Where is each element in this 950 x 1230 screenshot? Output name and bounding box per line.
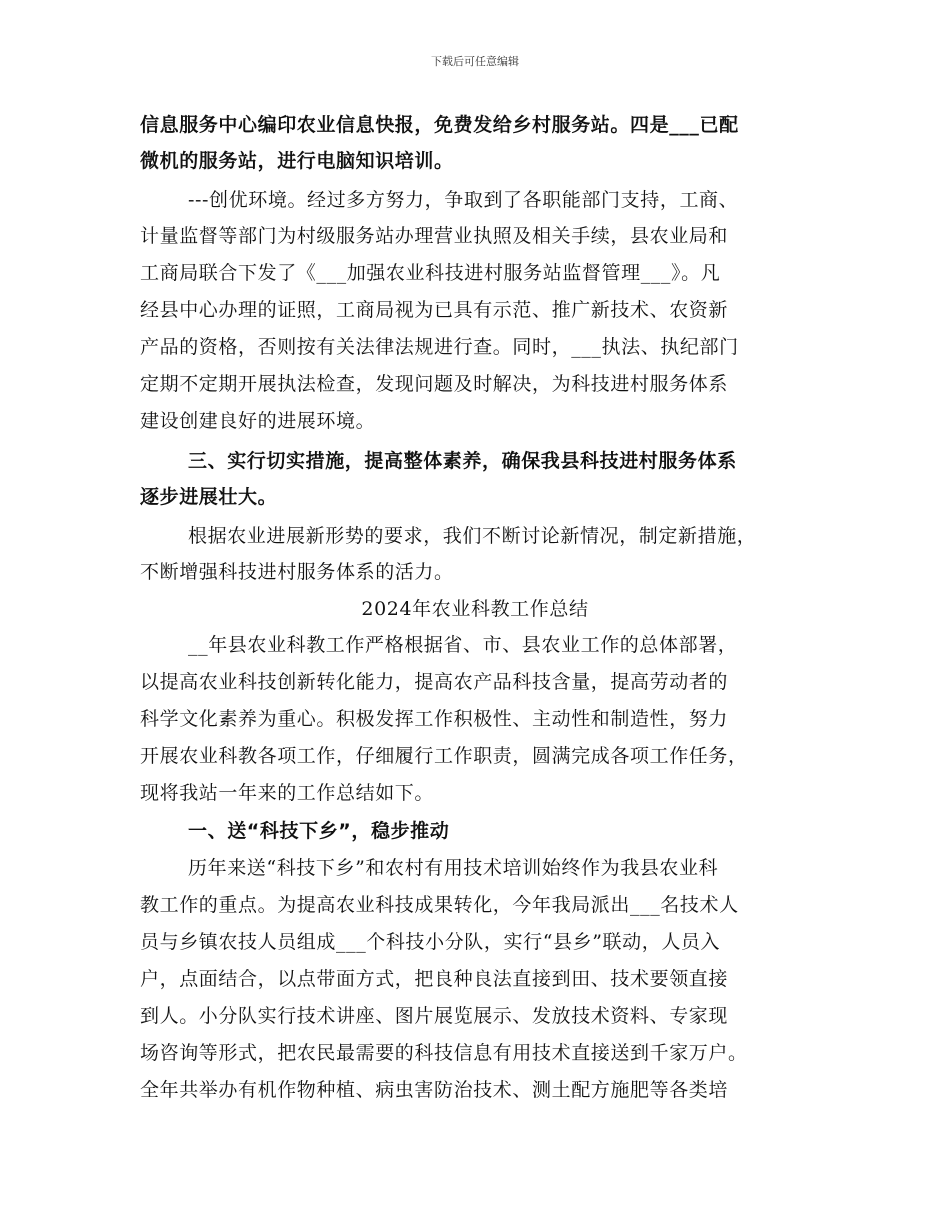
paragraph-line: 经县中心办理的证照，工商局视为已具有示范、推广新技术、农资新 bbox=[140, 299, 729, 321]
paragraph-line: 员与乡镇农技人员组成___个科技小分队，实行“县乡”联动，人员入 bbox=[140, 931, 721, 953]
page-header-note: 下载后可任意编辑 bbox=[431, 55, 519, 68]
paragraph-line: 微机的服务站，进行电脑知识培训。 bbox=[140, 150, 454, 172]
paragraph-line: 根据农业进展新形势的要求，我们不断讨论新情况，制定新措施， bbox=[188, 525, 757, 547]
paragraph-line: 全年共举办有机作物种植、病虫害防治技术、测土配方施肥等各类培 bbox=[140, 1079, 729, 1101]
paragraph-line: 以提高农业科技创新转化能力，提高农产品科技含量，提高劳动者的 bbox=[140, 671, 729, 693]
document-title: 2024年农业科教工作总结 bbox=[361, 598, 589, 620]
section-heading: 一、送“科技下乡”，稳步推动 bbox=[188, 820, 450, 842]
paragraph-line: ---创优环境。经过多方努力，争取到了各职能部门支持，工商、 bbox=[188, 189, 739, 211]
paragraph-line: 现将我站一年来的工作总结如下。 bbox=[140, 782, 435, 804]
paragraph-line: 产品的资格，否则按有关法律法规进行查。同时，___执法、执纪部门 bbox=[140, 336, 739, 358]
paragraph-line: 科学文化素养为重心。积极发挥工作积极性、主动性和制造性，努力 bbox=[140, 708, 729, 730]
paragraph-line: 不断增强科技进村服务体系的活力。 bbox=[140, 561, 454, 583]
paragraph-line: 工商局联合下发了《___加强农业科技进村服务站监督管理___》。凡 bbox=[140, 262, 721, 284]
paragraph-line: 场咨询等形式，把农民最需要的科技信息有用技术直接送到千家万户。 bbox=[140, 1042, 748, 1064]
paragraph-line: 定期不定期开展执法检查，发现问题及时解决，为科技进村服务体系 bbox=[140, 373, 729, 395]
paragraph-line: 户，点面结合，以点带面方式，把良种良法直接到田、技术要领直接 bbox=[140, 968, 729, 990]
paragraph-line: 历年来送“科技下乡”和农村有用技术培训始终作为我县农业科 bbox=[188, 857, 719, 879]
paragraph-line: 到人。小分队实行技术讲座、图片展览展示、发放技术资料、专家现 bbox=[140, 1005, 729, 1027]
paragraph-line: 建设创建良好的进展环境。 bbox=[140, 410, 376, 432]
paragraph-line: 计量监督等部门为村级服务站办理营业执照及相关手续，县农业局和 bbox=[140, 225, 729, 247]
section-heading: 三、实行切实措施，提高整体素养，确保我县科技进村服务体系 bbox=[188, 450, 737, 472]
paragraph-line: 开展农业科教各项工作，仔细履行工作职责，圆满完成各项工作任务， bbox=[140, 745, 748, 767]
paragraph-line: 信息服务中心编印农业信息快报，免费发给乡村服务站。四是___已配 bbox=[140, 114, 739, 136]
section-heading: 逐步进展壮大。 bbox=[140, 486, 278, 508]
paragraph-line: 教工作的重点。为提高农业科技成果转化，今年我局派出___名技术人 bbox=[140, 894, 739, 916]
paragraph-line: __年县农业科教工作严格根据省、市、县农业工作的总体部署， bbox=[188, 634, 738, 656]
